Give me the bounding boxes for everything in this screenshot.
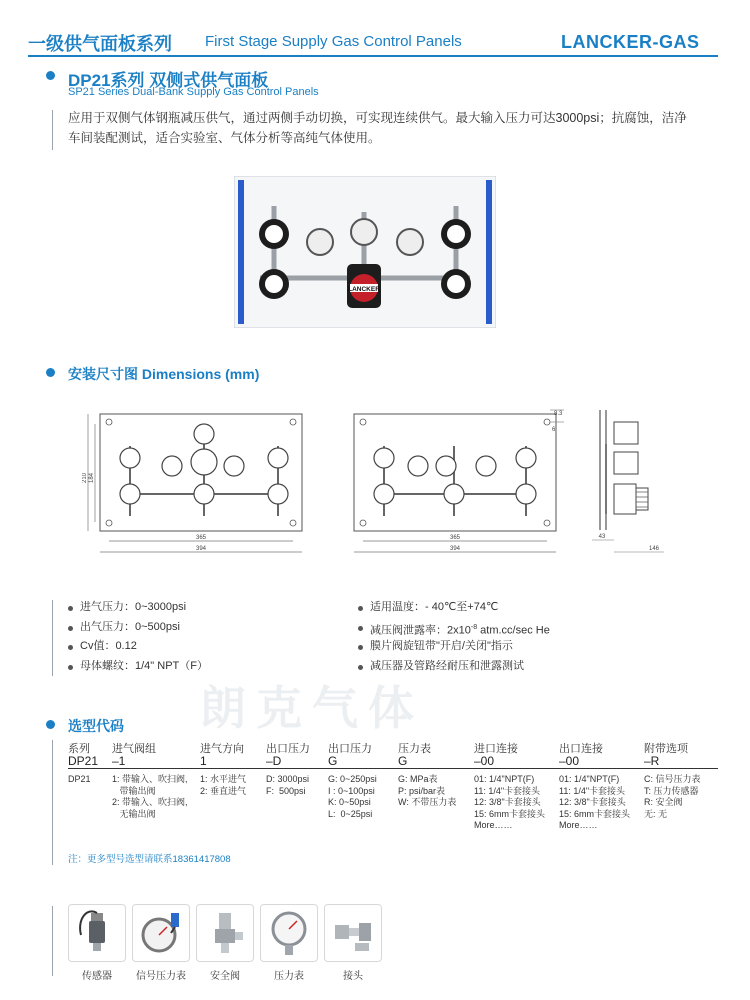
code-column-inlet-valve [112, 740, 188, 820]
code-value: –R [644, 754, 660, 768]
dim-side-depth-b: 146 [648, 546, 660, 552]
spec-item: 出气压力：0~500psi [66, 618, 208, 638]
dim-front-h-inner: 184 [89, 472, 95, 484]
series-title: DP21系列 双侧式供气面板 [68, 71, 269, 90]
code-column-options [644, 740, 701, 820]
series-subtitle: SP21 Series Dual-Bank Supply Gas Control Panels [68, 86, 319, 98]
watermark: 朗克气体 [200, 682, 424, 734]
code-detail-line: 无: 无 [644, 808, 668, 819]
code-header: 附带选项 [644, 743, 688, 755]
code-detail-line: 2: 带输入、吹扫阀, [112, 797, 188, 807]
specs-bar [52, 600, 53, 676]
code-header: 进气阀组 [112, 743, 156, 755]
header-title-zh: 一级供气面板系列 [28, 34, 172, 54]
code-detail-line: 2: 垂直进气 [200, 785, 247, 796]
spec-item: 母体螺纹：1/4" NPT（F） [66, 657, 208, 677]
side-view-drawing [588, 404, 668, 564]
code-detail-line: L: 0~25psi [328, 808, 373, 819]
code-detail-line: C: 信号压力表 [644, 774, 701, 784]
code-detail-line: 1: 带输入、吹扫阀, [112, 774, 188, 784]
photo-logo: LANCKER [348, 286, 380, 293]
spec-item: 进气压力：0~3000psi [66, 598, 208, 618]
back-view-drawing [350, 406, 580, 561]
code-detail-line: 01: 1/4"NPT(F) [474, 774, 535, 784]
spec-item: 膜片阀旋钮带"开启/关闭"指示 [356, 637, 550, 657]
code-detail-line: G: 0~250psi [328, 774, 377, 784]
spec-leak-text: 减压阀泄露率：2x10 [370, 624, 471, 637]
fitting-icon [325, 905, 381, 961]
code-detail-line: R: 安全阀 [644, 797, 683, 807]
safety-valve-icon [197, 905, 253, 961]
page-header [0, 0, 750, 60]
code-column-outlet-pressure-2 [328, 740, 377, 820]
code-detail-line: T: 压力传感器 [644, 785, 699, 796]
code-detail-line: 12: 3/8"卡套接头 [474, 797, 541, 807]
code-details [398, 774, 456, 809]
dim-front-w-inner: 365 [195, 535, 207, 541]
code-detail-line: K: 0~50psi [328, 797, 371, 807]
code-column-inlet-connection [474, 740, 545, 832]
code-detail-line: W: 不带压力表 [398, 797, 457, 807]
front-view-drawing [82, 406, 307, 561]
section-bullet [46, 720, 55, 729]
dim-side-depth-a: 43 [598, 534, 606, 540]
code-detail-line: DP21 [68, 774, 91, 784]
code-detail-line: 1: 水平进气 [200, 774, 247, 784]
accessory-pressure-gauge[interactable] [260, 904, 318, 982]
code-header: 系列 [68, 743, 90, 755]
code-detail-line: 11: 1/4"卡套接头 [559, 785, 626, 796]
code-value: DP21 [68, 754, 99, 768]
code-column-outlet-connection [559, 740, 630, 832]
code-detail-line: 15: 6mm卡套接头 [559, 808, 631, 819]
brand-logo: LANCKER-GAS [561, 32, 700, 52]
code-detail-line: D: 3000psi [266, 774, 310, 784]
accessory-label: 传感器 [82, 971, 112, 982]
accessory-signal-gauge[interactable] [132, 904, 190, 982]
dim-back-top: 8.3 [554, 411, 563, 417]
code-details [200, 774, 246, 797]
ordering-note: 注：更多型号选型请联系18361417808 [68, 854, 231, 865]
code-detail-line: 带输出阀 [112, 785, 156, 796]
code-value: G [328, 754, 338, 768]
dim-front-w-outer: 394 [195, 546, 207, 552]
series-description: 应用于双侧气体钢瓶减压供气，通过两侧手动切换，可实现连续供气。最大输入压力可达3000psi；抗腐蚀，洁净车间装配测试，适合实验室、气体分析等高纯气体使用。 [68, 111, 687, 145]
header-title-en: First Stage Supply Gas Control Panels [205, 33, 462, 50]
dim-back-w-outer: 394 [449, 546, 461, 552]
accessory-label: 压力表 [274, 971, 304, 982]
accessories-bar [52, 906, 53, 976]
code-header: 出口连接 [559, 743, 603, 755]
spec-leak-unit: atm.cc/sec He [477, 624, 550, 637]
code-detail-line: 11: 1/4"卡套接头 [474, 785, 541, 796]
product-photo [234, 176, 496, 328]
accessory-fitting[interactable] [324, 904, 382, 982]
dim-back-w-inner: 365 [449, 535, 461, 541]
code-details [266, 774, 310, 797]
accessory-sensor[interactable] [68, 904, 126, 982]
spec-item: 适用温度：- 40℃至+74℃ [356, 598, 550, 618]
code-header: 压力表 [398, 743, 431, 755]
code-value: –1 [112, 754, 126, 768]
dim-back-side: 6 [552, 427, 556, 433]
code-detail-line: 01: 1/4"NPT(F) [559, 774, 620, 784]
sensor-icon [69, 905, 125, 961]
code-detail-line: I : 0~100psi [328, 785, 375, 796]
code-details [644, 774, 701, 820]
code-detail-line: P: psi/bar表 [398, 785, 446, 796]
dim-front-h-outer: 210 [82, 472, 88, 484]
code-detail-line: F: 500psi [266, 785, 306, 796]
code-details [559, 774, 630, 832]
code-detail-line: 12: 3/8"卡套接头 [559, 797, 626, 807]
code-header: 进口连接 [474, 743, 518, 755]
code-detail-line: More…… [559, 820, 598, 830]
code-column-gauge [398, 740, 456, 809]
ordering-title: 选型代码 [68, 718, 124, 734]
code-details [328, 774, 377, 820]
code-value: 1 [200, 754, 207, 768]
code-details [474, 774, 545, 832]
code-detail-line: 15: 6mm卡套接头 [474, 808, 546, 819]
ordering-bar [52, 740, 53, 865]
code-value: –00 [559, 754, 580, 768]
section-bullet [46, 368, 55, 377]
code-details [68, 774, 98, 786]
accessory-label: 安全阀 [210, 971, 240, 982]
signal-gauge-icon [133, 905, 189, 961]
code-value: G [398, 754, 408, 768]
code-detail-line: G: MPa表 [398, 774, 438, 784]
header-divider [28, 55, 718, 57]
accessory-safety-valve[interactable] [196, 904, 254, 982]
section-bullet [46, 71, 55, 80]
accessory-label: 信号压力表 [136, 971, 186, 982]
accessory-label: 接头 [343, 971, 363, 982]
spec-item: 减压器及管路经耐压和泄露测试 [356, 657, 550, 677]
code-column-series [68, 740, 98, 786]
spec-item [356, 618, 550, 638]
code-header: 出口压力 [266, 743, 310, 755]
pressure-gauge-icon [261, 905, 317, 961]
code-detail-line: More…… [474, 820, 513, 830]
code-column-inlet-direction [200, 740, 246, 797]
code-value: –D [266, 754, 282, 768]
code-value: –00 [474, 754, 495, 768]
spec-leak-exponent: -8 [470, 623, 478, 631]
specs-left [66, 598, 208, 676]
description-bar [52, 110, 53, 150]
code-column-outlet-pressure-1 [266, 740, 310, 797]
code-details [112, 774, 188, 820]
code-detail-line: 无输出阀 [112, 808, 156, 819]
spec-item: Cv值：0.12 [66, 637, 208, 657]
code-header: 进气方向 [200, 743, 244, 755]
code-header: 出口压力 [328, 743, 372, 755]
specs-right [356, 598, 550, 676]
dimensions-title: 安装尺寸图 Dimensions (mm) [68, 366, 260, 382]
